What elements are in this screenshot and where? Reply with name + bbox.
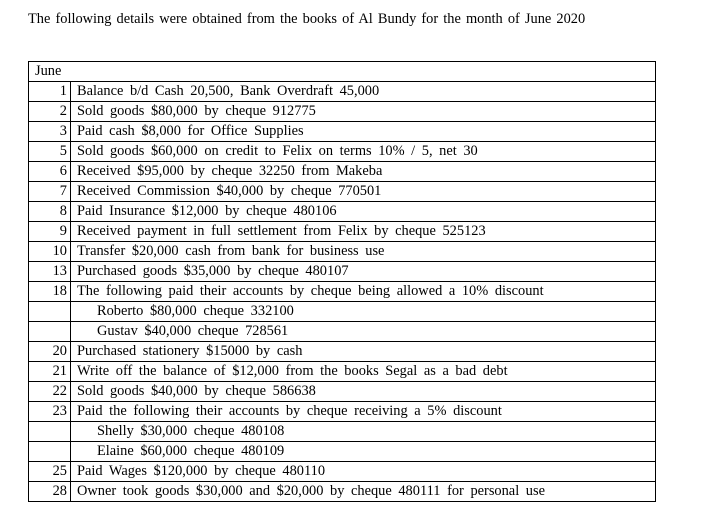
table-row	[29, 182, 656, 202]
table-row	[29, 322, 656, 342]
row-day: 8	[29, 202, 71, 222]
row-description: Elaine $60,000 cheque 480109	[71, 442, 656, 462]
table-row	[29, 302, 656, 322]
table-row	[29, 122, 656, 142]
row-description: Paid the following their accounts by cheque receiving a 5% discount	[71, 402, 656, 422]
row-day: 18	[29, 282, 71, 302]
row-day	[29, 322, 71, 342]
table-row	[29, 222, 656, 242]
row-description: Shelly $30,000 cheque 480108	[71, 422, 656, 442]
table-row	[29, 142, 656, 162]
row-description: The following paid their accounts by cheque being allowed a 10% discount	[71, 282, 656, 302]
table-row	[29, 162, 656, 182]
transactions-table	[28, 61, 656, 502]
row-day: 25	[29, 462, 71, 482]
table-row	[29, 202, 656, 222]
row-day: 2	[29, 102, 71, 122]
row-description: Sold goods $80,000 by cheque 912775	[71, 102, 656, 122]
row-day: 9	[29, 222, 71, 242]
row-description: Paid cash $8,000 for Office Supplies	[71, 122, 656, 142]
row-description: Purchased stationery $15000 by cash	[71, 342, 656, 362]
row-day: 28	[29, 482, 71, 502]
row-day: 20	[29, 342, 71, 362]
table-row	[29, 102, 656, 122]
row-description: Gustav $40,000 cheque 728561	[71, 322, 656, 342]
row-day	[29, 302, 71, 322]
row-description: Received payment in full settlement from Felix by cheque 525123	[71, 222, 656, 242]
table-row	[29, 402, 656, 422]
row-day: 3	[29, 122, 71, 142]
intro-paragraph: The following details were obtained from the books of Al Bundy for the month of June 2020	[28, 11, 586, 27]
table-row	[29, 462, 656, 482]
row-description: Received $95,000 by cheque 32250 from Makeba	[71, 162, 656, 182]
row-day: 5	[29, 142, 71, 162]
row-description: Roberto $80,000 cheque 332100	[71, 302, 656, 322]
row-description: Paid Insurance $12,000 by cheque 480106	[71, 202, 656, 222]
row-day: 7	[29, 182, 71, 202]
row-description: Purchased goods $35,000 by cheque 480107	[71, 262, 656, 282]
row-description: Write off the balance of $12,000 from the books Segal as a bad debt	[71, 362, 656, 382]
row-day: 13	[29, 262, 71, 282]
row-day	[29, 442, 71, 462]
row-description: Transfer $20,000 cash from bank for business use	[71, 242, 656, 262]
table-row	[29, 422, 656, 442]
table-row	[29, 482, 656, 502]
table-row	[29, 282, 656, 302]
row-description: Paid Wages $120,000 by cheque 480110	[71, 462, 656, 482]
row-description: Received Commission $40,000 by cheque 770501	[71, 182, 656, 202]
table-row	[29, 342, 656, 362]
row-day: 21	[29, 362, 71, 382]
table-row	[29, 382, 656, 402]
month-header: June	[29, 62, 656, 82]
table-row	[29, 82, 656, 102]
row-description: Owner took goods $30,000 and $20,000 by cheque 480111 for personal use	[71, 482, 656, 502]
table-row	[29, 262, 656, 282]
table-row	[29, 442, 656, 462]
row-description: Sold goods $40,000 by cheque 586638	[71, 382, 656, 402]
table-row	[29, 242, 656, 262]
row-day: 23	[29, 402, 71, 422]
table-header-row	[29, 62, 656, 82]
row-day: 1	[29, 82, 71, 102]
row-day: 6	[29, 162, 71, 182]
table-row	[29, 362, 656, 382]
row-day	[29, 422, 71, 442]
row-day: 22	[29, 382, 71, 402]
row-description: Balance b/d Cash 20,500, Bank Overdraft 45,000	[71, 82, 656, 102]
row-description: Sold goods $60,000 on credit to Felix on terms 10% / 5, net 30	[71, 142, 656, 162]
row-day: 10	[29, 242, 71, 262]
